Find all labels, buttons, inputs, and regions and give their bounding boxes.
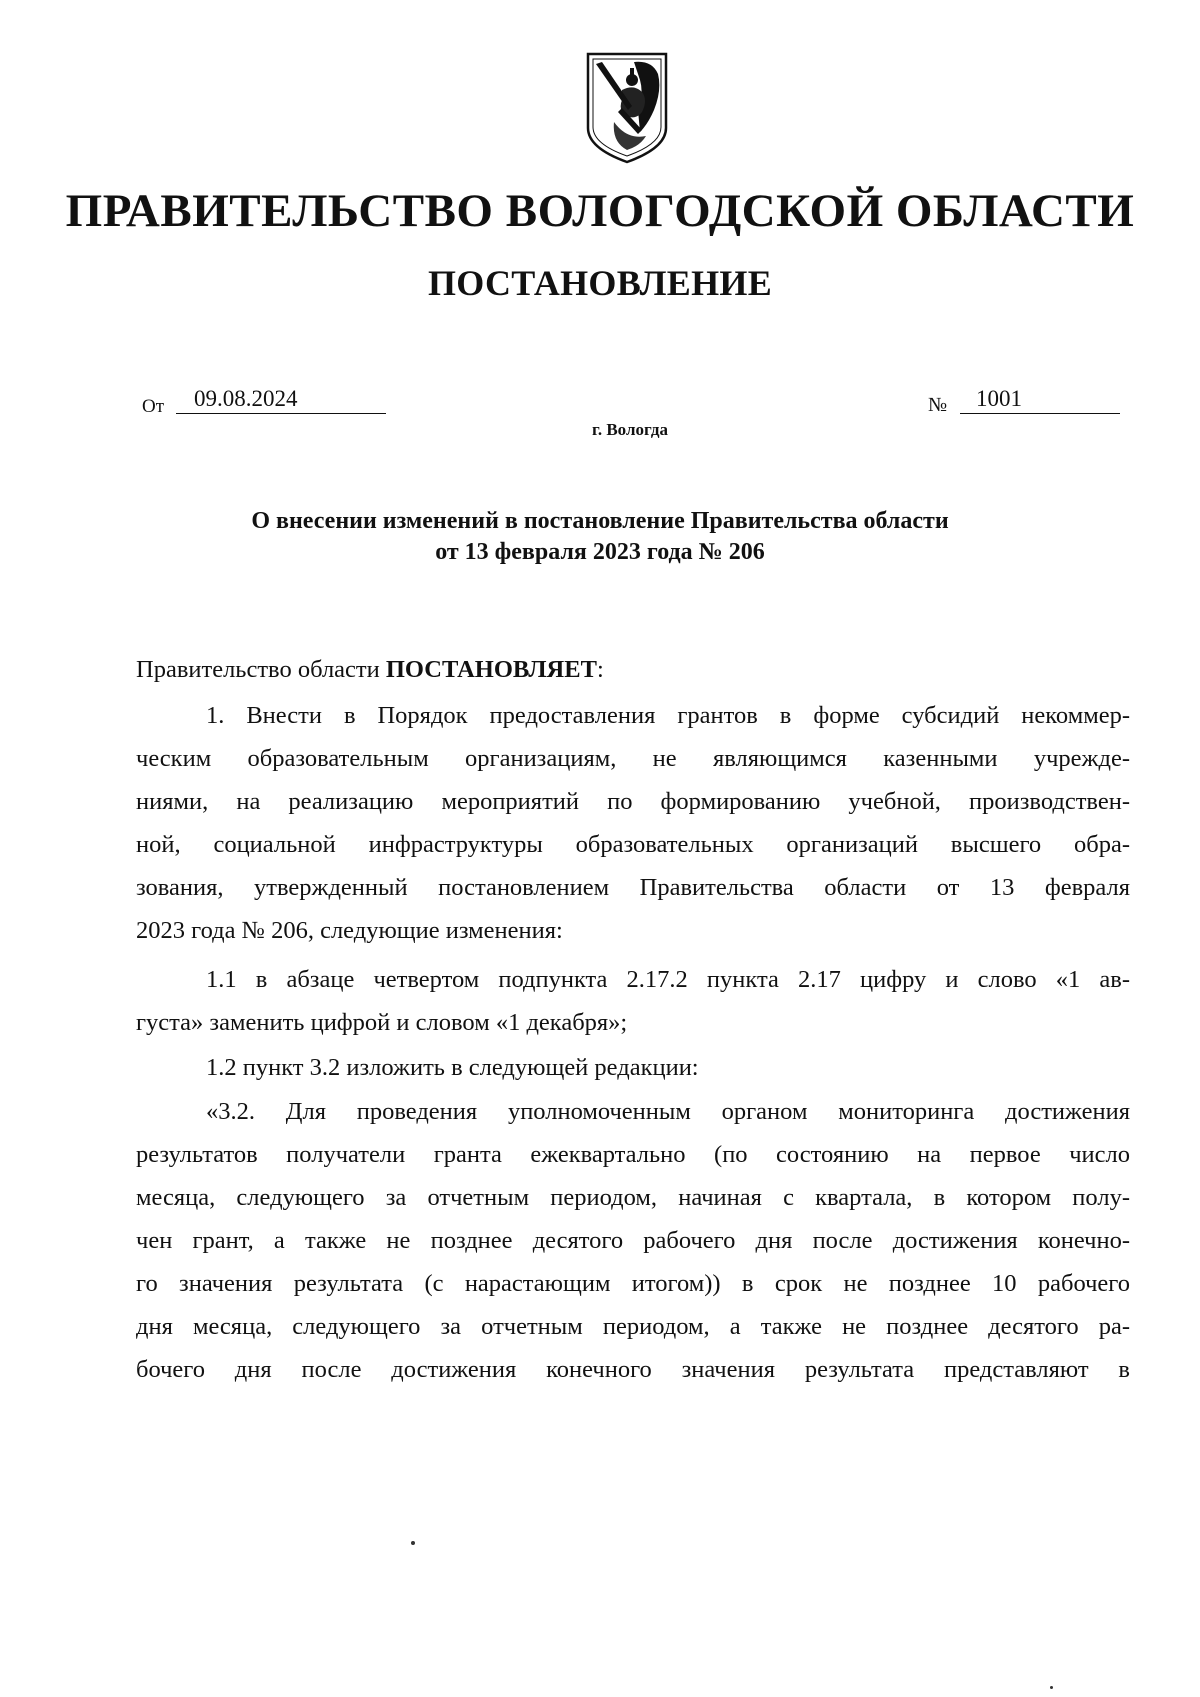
date-label: От (142, 396, 165, 417)
paragraph-4 (136, 1090, 1130, 1391)
text-line: зования, утвержденный постановлением Правительства области от 13 февраля (136, 874, 1130, 901)
scan-speck (1050, 1686, 1053, 1689)
preamble (136, 656, 1130, 684)
paragraph-2 (136, 958, 1130, 1044)
text-line: 1.2 пункт 3.2 изложить в следующей редакции: (206, 1054, 699, 1081)
text-line: густа» заменить цифрой и словом «1 декабря»; (136, 1009, 628, 1036)
text-line: чен грант, а также не позднее десятого рабочего дня после достижения конечно- (136, 1227, 1130, 1254)
text-line: 1.1 в абзаце четвертом подпункта 2.17.2 пункта 2.17 цифру и слово «1 ав- (206, 966, 1130, 993)
text-line: «3.2. Для проведения уполномоченным органом мониторинга достижения (206, 1098, 1130, 1125)
text-line: результатов получатели гранта ежеквартально (по состоянию на первое число (136, 1141, 1130, 1168)
text-line: ной, социальной инфраструктуры образовательных организаций высшего обра- (136, 831, 1130, 858)
preamble-text: Правительство области (136, 656, 386, 683)
document-type: ПОСТАНОВЛЕНИЕ (427, 263, 773, 303)
text-line: месяца, следующего за отчетным периодом, начиная с квартала, в котором полу- (136, 1184, 1130, 1211)
paragraph-3 (136, 1046, 1130, 1089)
text-line: 1. Внести в Порядок предоставления грантов в форме субсидий некоммер- (206, 702, 1130, 729)
text-line: ческим образовательным организациям, не являющимся казенными учрежде- (136, 745, 1130, 772)
city-label: г. Вологда (592, 420, 668, 439)
scan-speck (411, 1541, 415, 1545)
coat-of-arms-icon (582, 50, 672, 166)
government-title: ПРАВИТЕЛЬСТВО ВОЛОГОДСКОЙ ОБЛАСТИ (65, 185, 1135, 237)
text-line: 2023 года № 206, следующие изменения: (136, 917, 563, 944)
preamble-end: : (596, 656, 604, 683)
paragraph-1 (136, 694, 1130, 952)
number-label: № (928, 394, 948, 416)
subject-line-2: от 13 февраля 2023 года № 206 (435, 539, 765, 565)
number-value: 1001 (960, 386, 1120, 414)
preamble-bold: ПОСТАНОВЛЯЕТ (385, 656, 597, 683)
text-line: бочего дня после достижения конечного значения результата представляют в (136, 1356, 1130, 1383)
date-value: 09.08.2024 (176, 386, 386, 414)
text-line: ниями, на реализацию мероприятий по формированию учебной, производствен- (136, 788, 1130, 815)
text-line: дня месяца, следующего за отчетным периодом, а также не позднее десятого ра- (136, 1313, 1130, 1340)
text-line: го значения результата (с нарастающим итогом)) в срок не позднее 10 рабочего (136, 1270, 1130, 1297)
subject-line-1: О внесении изменений в постановление Правительства области (251, 508, 949, 534)
document-subject (140, 506, 1060, 568)
